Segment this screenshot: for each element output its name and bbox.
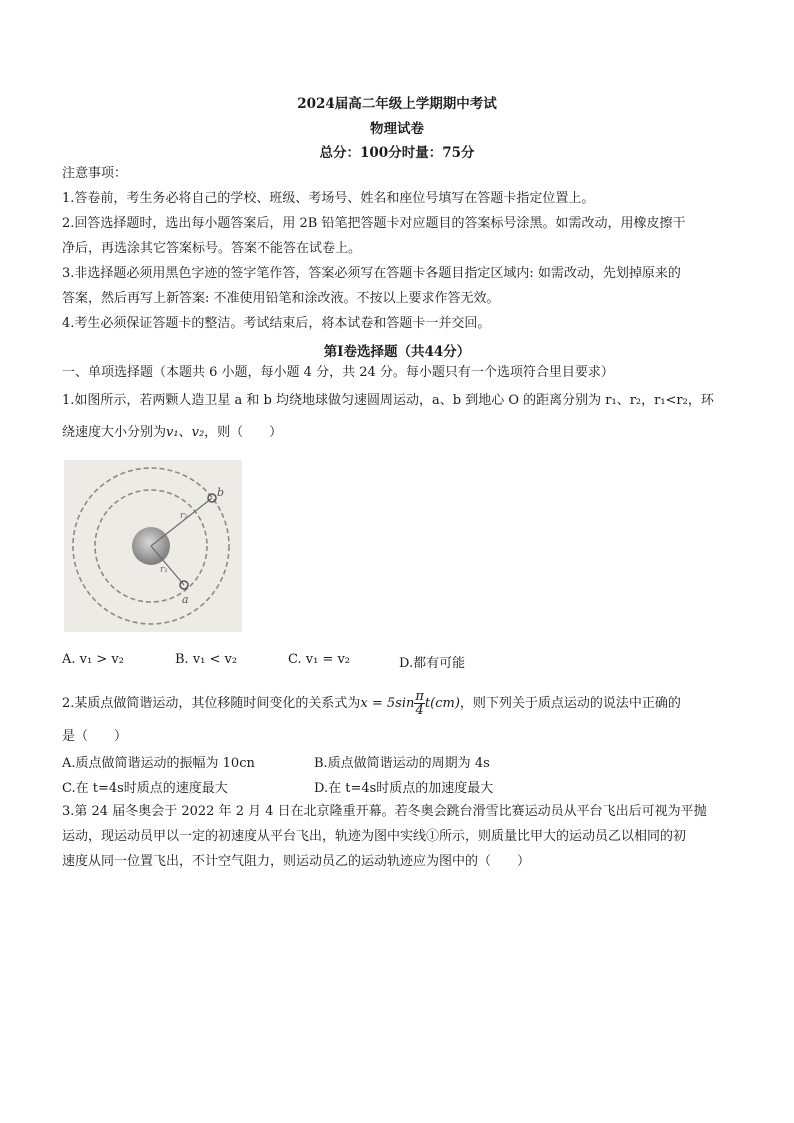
notice-item-3-line-2: 答案，然后再写上新答案: 不准使用铅笔和涂改液。不按以上要求作答无效。 xyxy=(62,291,500,306)
q2-line-1-text: 2.某质点做简谐运动，其位移随时间变化的关系式为 xyxy=(62,696,361,711)
section-1-instructions: 一、单项选择题（本题共 6 小题，每小题 4 分，共 24 分。每小题只有一个选项符合里目要求） xyxy=(62,365,614,380)
q1-line-1: 1.如图所示，若两颗人造卫星 a 和 b 均绕地球做匀速圆周运动，a、b 到地心 O 的距离分别为 r₁、r₂，r₁<r₂，环 xyxy=(62,393,714,408)
q2-eq-denominator: 4 xyxy=(415,703,424,718)
q1-option-a: A. v₁ > v₂ xyxy=(62,652,124,667)
notice-item-4: 4.考生必须保证答题卡的整洁。考试结束后，将本试卷和答题卡一并交回。 xyxy=(62,316,491,331)
q2-eq-right: t(cm) xyxy=(424,696,460,711)
q1-option-b: B. v₁ < v₂ xyxy=(175,652,238,667)
notice-item-2-line-1: 2.回答选择题时，选出每小题答案后，用 2B 铅笔把答题卡对应题目的答案标号涂黑。如需改动，用橡皮擦干 xyxy=(62,216,686,231)
q2-option-a: A.质点做简谐运动的振幅为 10cn xyxy=(62,756,255,771)
q2-eq-numerator: π xyxy=(415,689,424,704)
q1-line-2-tail: ，则（ ） xyxy=(204,425,283,440)
q2-line-1-tail: ，则下列关于质点运动的说法中正确的 xyxy=(459,696,681,711)
q1-option-c: C. v₁ = v₂ xyxy=(288,652,351,667)
label-r1: r₁ xyxy=(160,565,168,575)
q3-line-2: 运动，现运动员甲以一定的初速度从平台飞出，轨迹为图中实线①所示，则质量比甲大的运动员乙以相同的初 xyxy=(62,829,687,844)
q2-eq-fraction xyxy=(414,690,425,717)
notice-label: 注意事项： xyxy=(62,166,128,181)
q1-orbit-figure xyxy=(64,460,242,632)
q1-line-2-text: 绕速度大小分别为 xyxy=(62,425,167,440)
notice-item-3-line-1: 3.非选择题必须用黑色字迹的签字笔作答，答案必须写在答题卡各题目指定区域内: 如需改动，先划掉原来的 xyxy=(62,266,681,281)
notice-item-2-line-2: 净后，再选涂其它答案标号。答案不能答在试卷上。 xyxy=(62,241,362,256)
exam-subject: 物理试卷 xyxy=(370,121,424,137)
q2-option-b: B.质点做简谐运动的周期为 4s xyxy=(314,756,490,771)
q1-separator: 、 xyxy=(178,425,192,440)
q2-option-c: C.在 t=4s时质点的速度最大 xyxy=(62,781,228,796)
exam-score-time: 总分：100分时量：75分 xyxy=(319,145,475,161)
q1-option-d: D.都有可能 xyxy=(399,656,466,671)
label-b: b xyxy=(217,486,225,499)
label-r2: r₂ xyxy=(180,511,188,521)
q1-line-2 xyxy=(62,423,734,443)
q1-v2: v₂ xyxy=(191,425,205,440)
section-1-title: 第I卷选择题（共44分） xyxy=(323,344,471,360)
q2-option-d: D.在 t=4s时质点的加速度最大 xyxy=(314,781,494,796)
label-a: a xyxy=(182,593,189,606)
q2-line-2: 是（ ） xyxy=(62,729,128,744)
notice-item-1: 1.答卷前，考生务必将自己的学校、班级、考场号、姓名和座位号填写在答题卡指定位置上。 xyxy=(62,191,595,206)
q1-v1: v₁ xyxy=(166,425,179,440)
q3-line-1: 3.第 24 届冬奥会于 2022 年 2 月 4 日在北京隆重开幕。若冬奥会跳台滑雪比赛运动员从平台飞出后可视为平抛 xyxy=(62,804,707,819)
orbit-diagram xyxy=(64,460,242,632)
exam-title: 2024届高二年级上学期期中考试 xyxy=(297,96,497,112)
q3-line-3: 速度从同一位置飞出，不计空气阻力，则运动员乙的运动轨迹应为图中的（ ） xyxy=(62,854,531,869)
q2-line-1 xyxy=(62,689,734,719)
q2-eq-left: x = 5sin xyxy=(360,696,415,711)
